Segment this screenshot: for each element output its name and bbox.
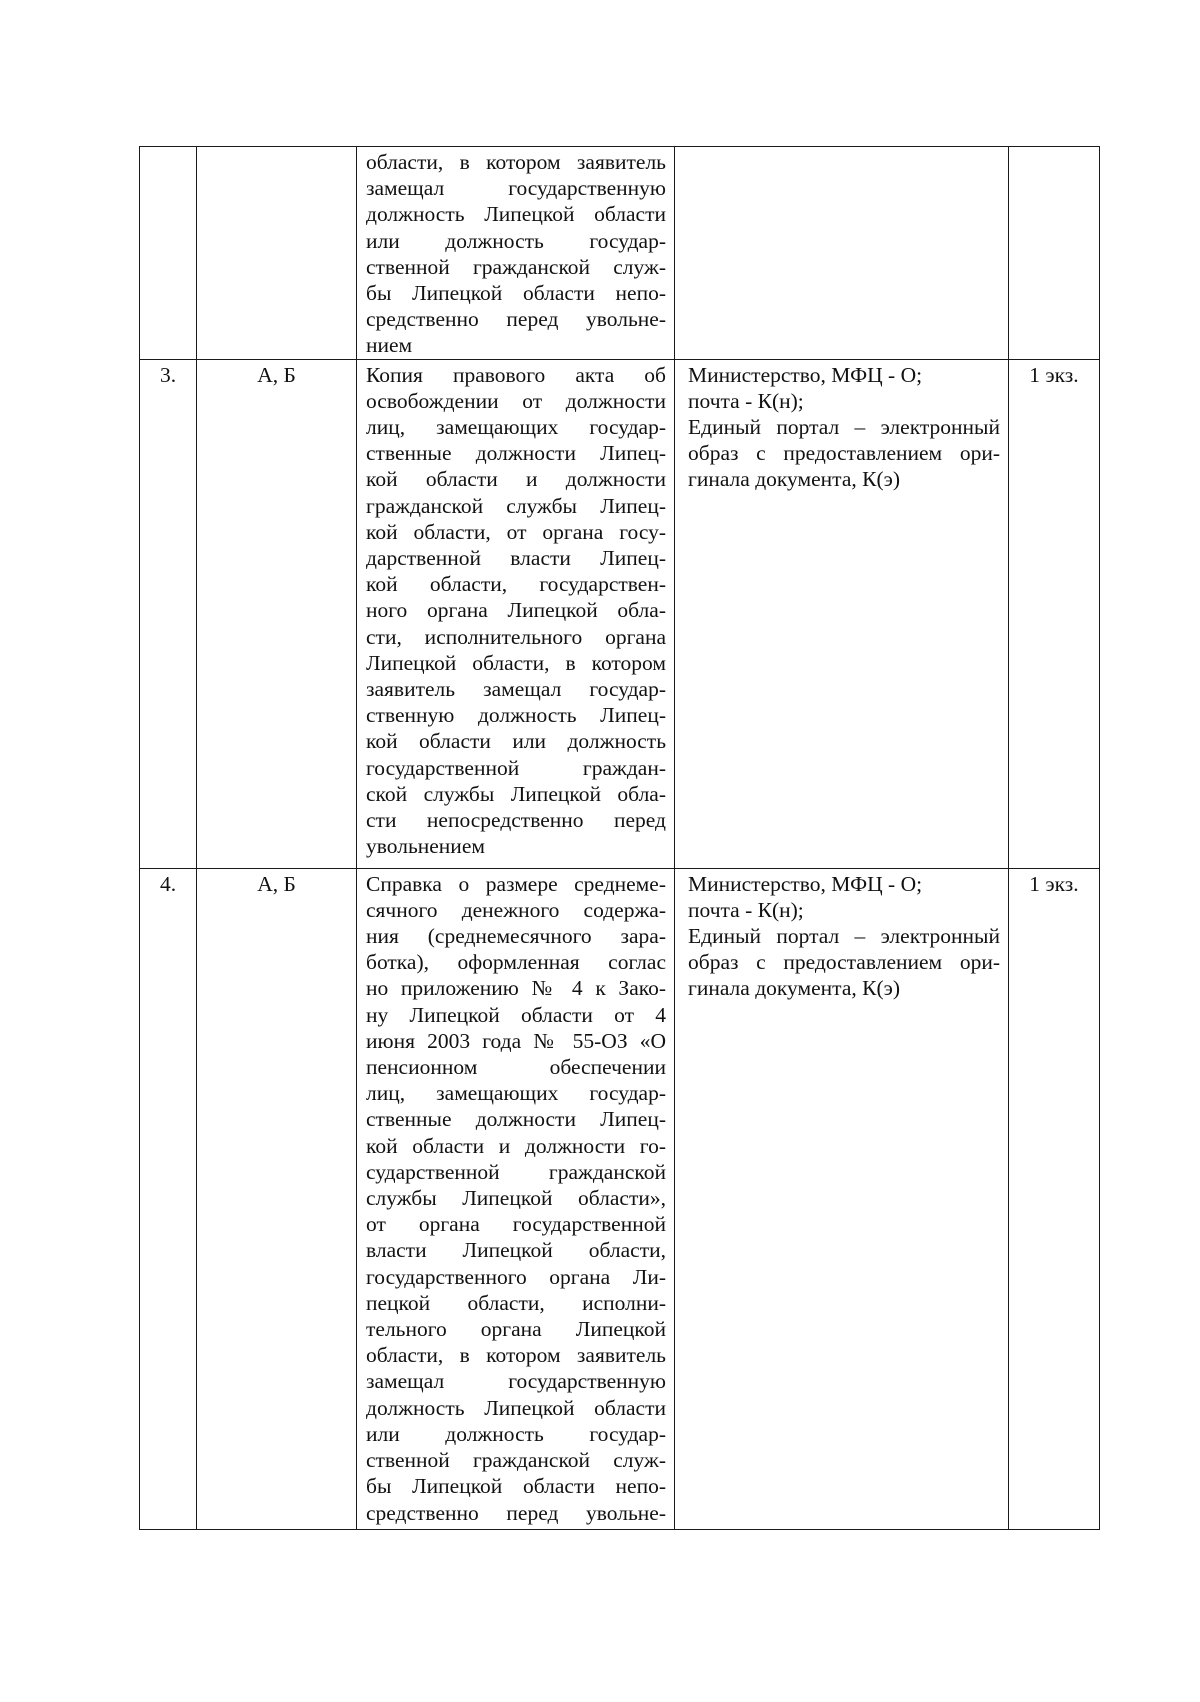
description-line: должность Липецкой области [366,1395,666,1420]
organization-cell [675,868,1009,1529]
description-line: но приложению № 4 к Зако- [366,976,666,1001]
table-row [140,359,1100,868]
quantity-cell [1009,147,1100,360]
description-line: ственные должности Липец- [366,1107,666,1132]
organization-line: Единый портал – электронный [688,415,1000,440]
organization-line: образ с предоставлением ори- [688,441,1000,466]
description-line: заявитель замещал государ- [366,677,666,702]
table-row-continuation [140,147,1100,360]
table-row [140,868,1100,1529]
description-line: пенсионном обеспечении [366,1055,666,1080]
description-cell [357,359,675,868]
organization-line: Единый портал – электронный [688,924,1000,949]
description-line: гражданской службы Липец- [366,493,666,518]
description-line: нием [366,333,413,358]
description-line: бы Липецкой области непо- [366,1474,666,1499]
description-line: ской службы Липецкой обла- [366,781,666,806]
description-line: сти непосредственно перед [366,808,666,833]
organization-line: гинала документа, К(э) [688,467,900,492]
description-line: кой области и должности го- [366,1133,666,1158]
description-line: кой области и должности [366,467,666,492]
organization-line: Министерство, МФЦ - О; [688,362,923,387]
description-line: или должность государ- [366,228,666,253]
description-line: сти, исполнительного органа [366,624,666,649]
organization-cell [675,147,1009,360]
row-number: 3. [140,359,197,868]
description-line: ну Липецкой области от 4 [366,1002,666,1027]
description-line: кой области, государствен- [366,572,666,597]
description-line: освобождении от должности [366,388,666,413]
description-line: должность Липецкой области [366,202,666,227]
description-line: июня 2003 года № 55-ОЗ «О [366,1028,666,1053]
number-cell [140,147,197,360]
description-line: ного органа Липецкой обла- [366,598,666,623]
category-cell [197,147,357,360]
description-line: государственного органа Ли- [366,1264,666,1289]
description-line: Липецкой области, в котором [366,650,666,675]
description-line: сячного денежного содержа- [366,897,666,922]
description-line: или должность государ- [366,1421,666,1446]
description-line: сударственной гражданской [366,1159,666,1184]
description-line: власти Липецкой области, [366,1238,666,1263]
description-line: области, в котором заявитель [366,1343,666,1368]
description-line: кой области, от органа госу- [366,519,666,544]
description-line: ботка), оформленная соглас [366,950,666,975]
description-line: замещал государственную [366,1369,666,1394]
document-table [139,146,1100,1530]
organization-line: образ с предоставлением ори- [688,950,1000,975]
description-line: ственные должности Липец- [366,441,666,466]
description-line: замещал государственную [366,176,666,201]
description-line: ственной гражданской служ- [366,254,666,279]
description-line: дарственной власти Липец- [366,546,666,571]
description-line: ственной гражданской служ- [366,1448,666,1473]
description-line: лиц, замещающих государ- [366,1081,666,1106]
description-cell [357,147,675,360]
organization-line: почта - К(н); [688,388,804,413]
description-line: Справка о размере среднеме- [366,871,666,896]
description-line: службы Липецкой области», [366,1186,666,1211]
description-line: Копия правового акта об [366,362,666,387]
description-line: кой области или должность [366,729,666,754]
description-cell [357,868,675,1529]
description-line: от органа государственной [366,1212,666,1237]
category-cell: А, Б [197,868,357,1529]
description-line: пецкой области, исполни- [366,1290,666,1315]
description-line: бы Липецкой области непо- [366,281,666,306]
category-cell: А, Б [197,359,357,868]
row-number: 4. [140,868,197,1529]
description-line: ственную должность Липец- [366,703,666,728]
quantity-cell: 1 экз. [1009,359,1100,868]
description-line: тельного органа Липецкой [366,1317,666,1342]
quantity-cell: 1 экз. [1009,868,1100,1529]
organization-line: Министерство, МФЦ - О; [688,871,923,896]
description-line: средственно перед увольне- [366,307,666,332]
organization-cell [675,359,1009,868]
organization-line: почта - К(н); [688,897,804,922]
description-line: лиц, замещающих государ- [366,415,666,440]
description-line: ния (среднемесячного зара- [366,924,666,949]
description-line: государственной граждан- [366,755,666,780]
description-line: области, в котором заявитель [366,150,666,174]
description-line: средственно перед увольне- [366,1500,666,1525]
description-line: увольнением [366,834,485,859]
organization-line: гинала документа, К(э) [688,976,900,1001]
